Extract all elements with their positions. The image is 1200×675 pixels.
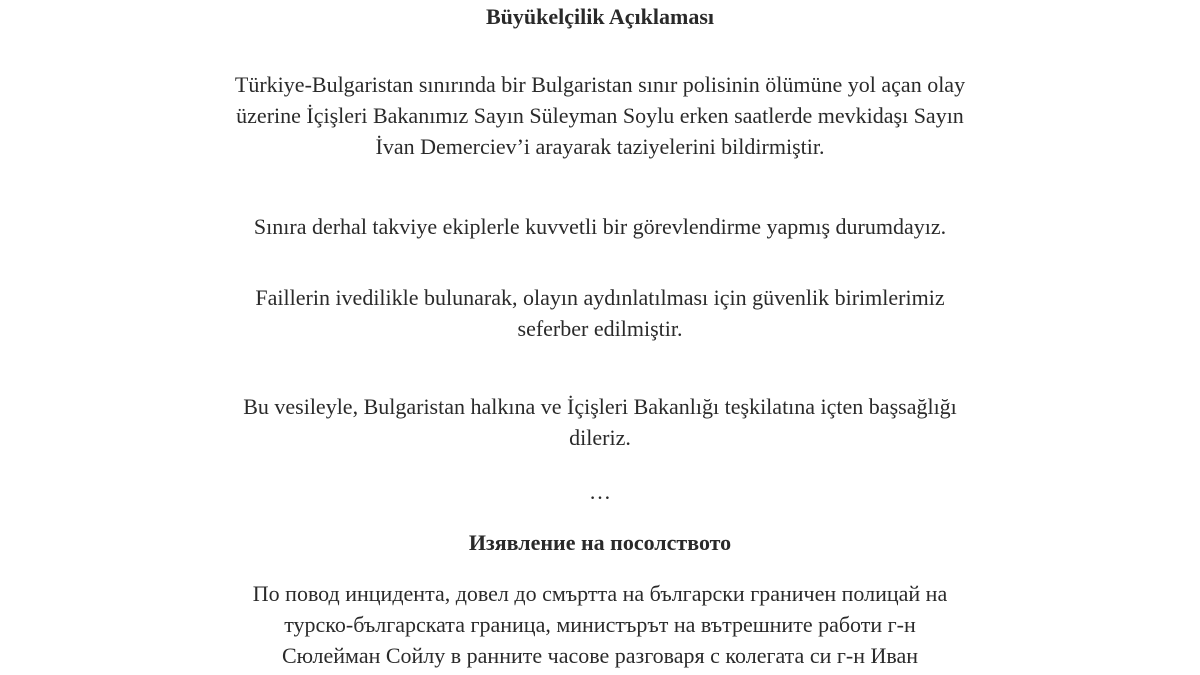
text-line: Сюлейман Сойлу в ранните часове разговаря с колегата си г-н Иван: [281, 643, 919, 668]
turkish-paragraph-2: [0, 211, 1200, 242]
turkish-title-text: Büyükelçilik Açıklaması: [486, 4, 714, 29]
turkish-paragraph-4: [0, 391, 1200, 453]
bulgarian-title-text: Изявление на посолството: [468, 530, 732, 555]
text-line: По повод инцидента, довел до смъртта на български граничен полицай на: [252, 581, 948, 606]
text-line: Faillerin ivedilikle bulunarak, olayın aydınlatılması için güvenlik birimlerimiz: [255, 285, 945, 310]
text-line: üzerine İçişleri Bakanımız Sayın Süleyman Soylu erken saatlerde mevkidaşı Sayın: [236, 103, 964, 128]
text-line: İvan Demerciev’i arayarak taziyelerini bildirmiştir.: [375, 134, 825, 159]
text-line: Türkiye-Bulgaristan sınırında bir Bulgaristan sınır polisinin ölümüne yol açan olay: [234, 72, 966, 97]
text-line: dileriz.: [569, 425, 631, 450]
turkish-paragraph-3: [0, 282, 1200, 344]
separator-ellipsis: …: [589, 479, 611, 504]
turkish-title: [0, 1, 1200, 32]
text-line: Sınıra derhal takviye ekiplerle kuvvetli bir görevlendirme yapmış durumdayız.: [253, 214, 947, 239]
bulgarian-title: [0, 527, 1200, 558]
turkish-paragraph-1: [0, 69, 1200, 162]
section-separator: [0, 476, 1200, 507]
text-line: seferber edilmiştir.: [517, 316, 683, 341]
text-line: Bu vesileyle, Bulgaristan halkına ve İçişleri Bakanlığı teşkilatına içten başsağlığı: [243, 394, 957, 419]
bulgarian-paragraph-1: [0, 578, 1200, 671]
text-line: турско-българската граница, министърът на вътрешните работи г-н: [284, 612, 916, 637]
